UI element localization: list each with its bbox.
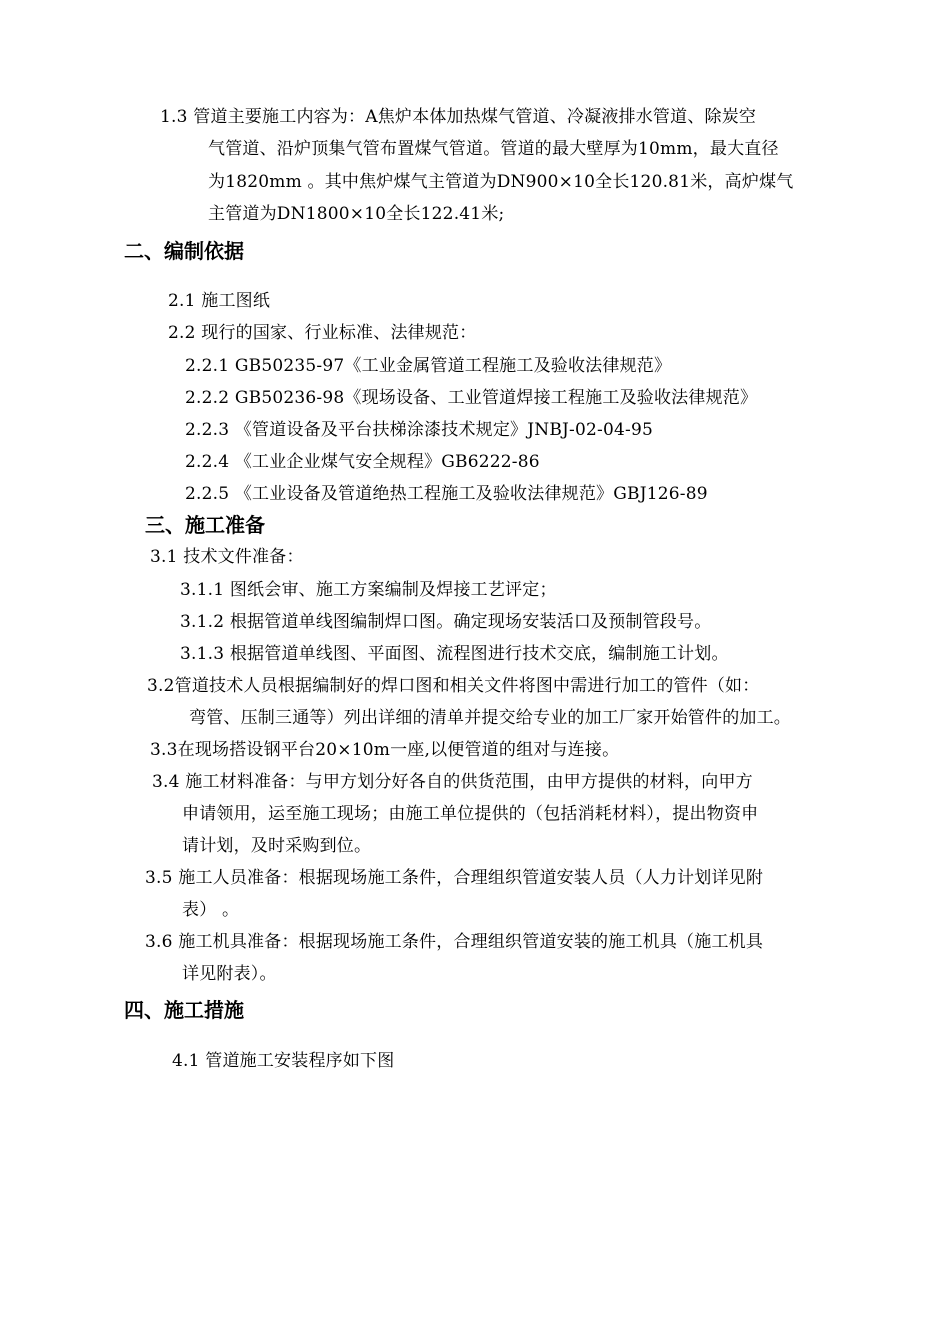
item-1-3-line-2: 气管道、沿炉顶集气管布置煤气管道。管道的最大壁厚为10mm，最大直径 — [208, 139, 779, 159]
section-4-heading: 四、施工措施 — [124, 998, 244, 1022]
item-3-1: 3.1 技术文件准备： — [150, 547, 304, 567]
item-2-2-1: 2.2.1 GB50235-97《工业金属管道工程施工及验收法律规范》 — [185, 356, 672, 376]
item-3-4-line-2: 申请领用，运至施工现场；由施工单位提供的（包括消耗材料），提出物资申 — [182, 804, 759, 824]
item-2-2-2: 2.2.2 GB50236-98《现场设备、工业管道焊接工程施工及验收法律规范》 — [185, 388, 758, 408]
item-1-3-line-1: 1.3 管道主要施工内容为：A焦炉本体加热煤气管道、冷凝液排水管道、除炭空 — [160, 107, 757, 127]
item-3-4-line-3: 请计划，及时采购到位。 — [182, 836, 372, 856]
item-3-5-line-2: 表） 。 — [182, 900, 240, 920]
item-3-6-line-2: 详见附表）。 — [182, 964, 277, 984]
item-2-2: 2.2 现行的国家、行业标准、法律规范： — [168, 323, 477, 343]
item-3-1-2: 3.1.2 根据管道单线图编制焊口图。确定现场安装活口及预制管段号。 — [180, 612, 712, 632]
item-1-3-line-3: 为1820mm 。其中焦炉煤气主管道为DN900×10全长120.81米，高炉煤气 — [208, 172, 794, 192]
item-2-2-3: 2.2.3 《管道设备及平台扶梯涂漆技术规定》JNBJ-02-04-95 — [185, 420, 653, 440]
item-3-6-line-1: 3.6 施工机具准备：根据现场施工条件，合理组织管道安装的施工机具（施工机具 — [145, 932, 764, 952]
item-3-2-line-2: 弯管、压制三通等）列出详细的清单并提交给专业的加工厂家开始管件的加工。 — [189, 708, 791, 728]
item-3-2-line-1: 3.2管道技术人员根据编制好的焊口图和相关文件将图中需进行加工的管件（如： — [147, 676, 760, 696]
item-2-2-5: 2.2.5 《工业设备及管道绝热工程施工及验收法律规范》GBJ126-89 — [185, 484, 708, 504]
item-3-5-line-1: 3.5 施工人员准备：根据现场施工条件，合理组织管道安装人员（人力计划详见附 — [145, 868, 764, 888]
section-3-heading: 三、施工准备 — [145, 513, 265, 537]
item-1-3-line-4: 主管道为DN1800×10全长122.41米; — [208, 204, 505, 224]
item-3-4-line-1: 3.4 施工材料准备：与甲方划分好各自的供货范围，由甲方提供的材料，向甲方 — [152, 772, 753, 792]
item-3-3: 3.3在现场搭设钢平台20×10m一座,以便管道的组对与连接。 — [150, 740, 620, 760]
item-2-2-4: 2.2.4 《工业企业煤气安全规程》GB6222-86 — [185, 452, 540, 472]
item-3-1-1: 3.1.1 图纸会审、施工方案编制及焊接工艺评定； — [180, 580, 557, 600]
item-2-1: 2.1 施工图纸 — [168, 291, 271, 311]
section-2-heading: 二、编制依据 — [124, 239, 244, 263]
item-3-1-3: 3.1.3 根据管道单线图、平面图、流程图进行技术交底，编制施工计划。 — [180, 644, 729, 664]
item-4-1: 4.1 管道施工安装程序如下图 — [172, 1051, 395, 1071]
